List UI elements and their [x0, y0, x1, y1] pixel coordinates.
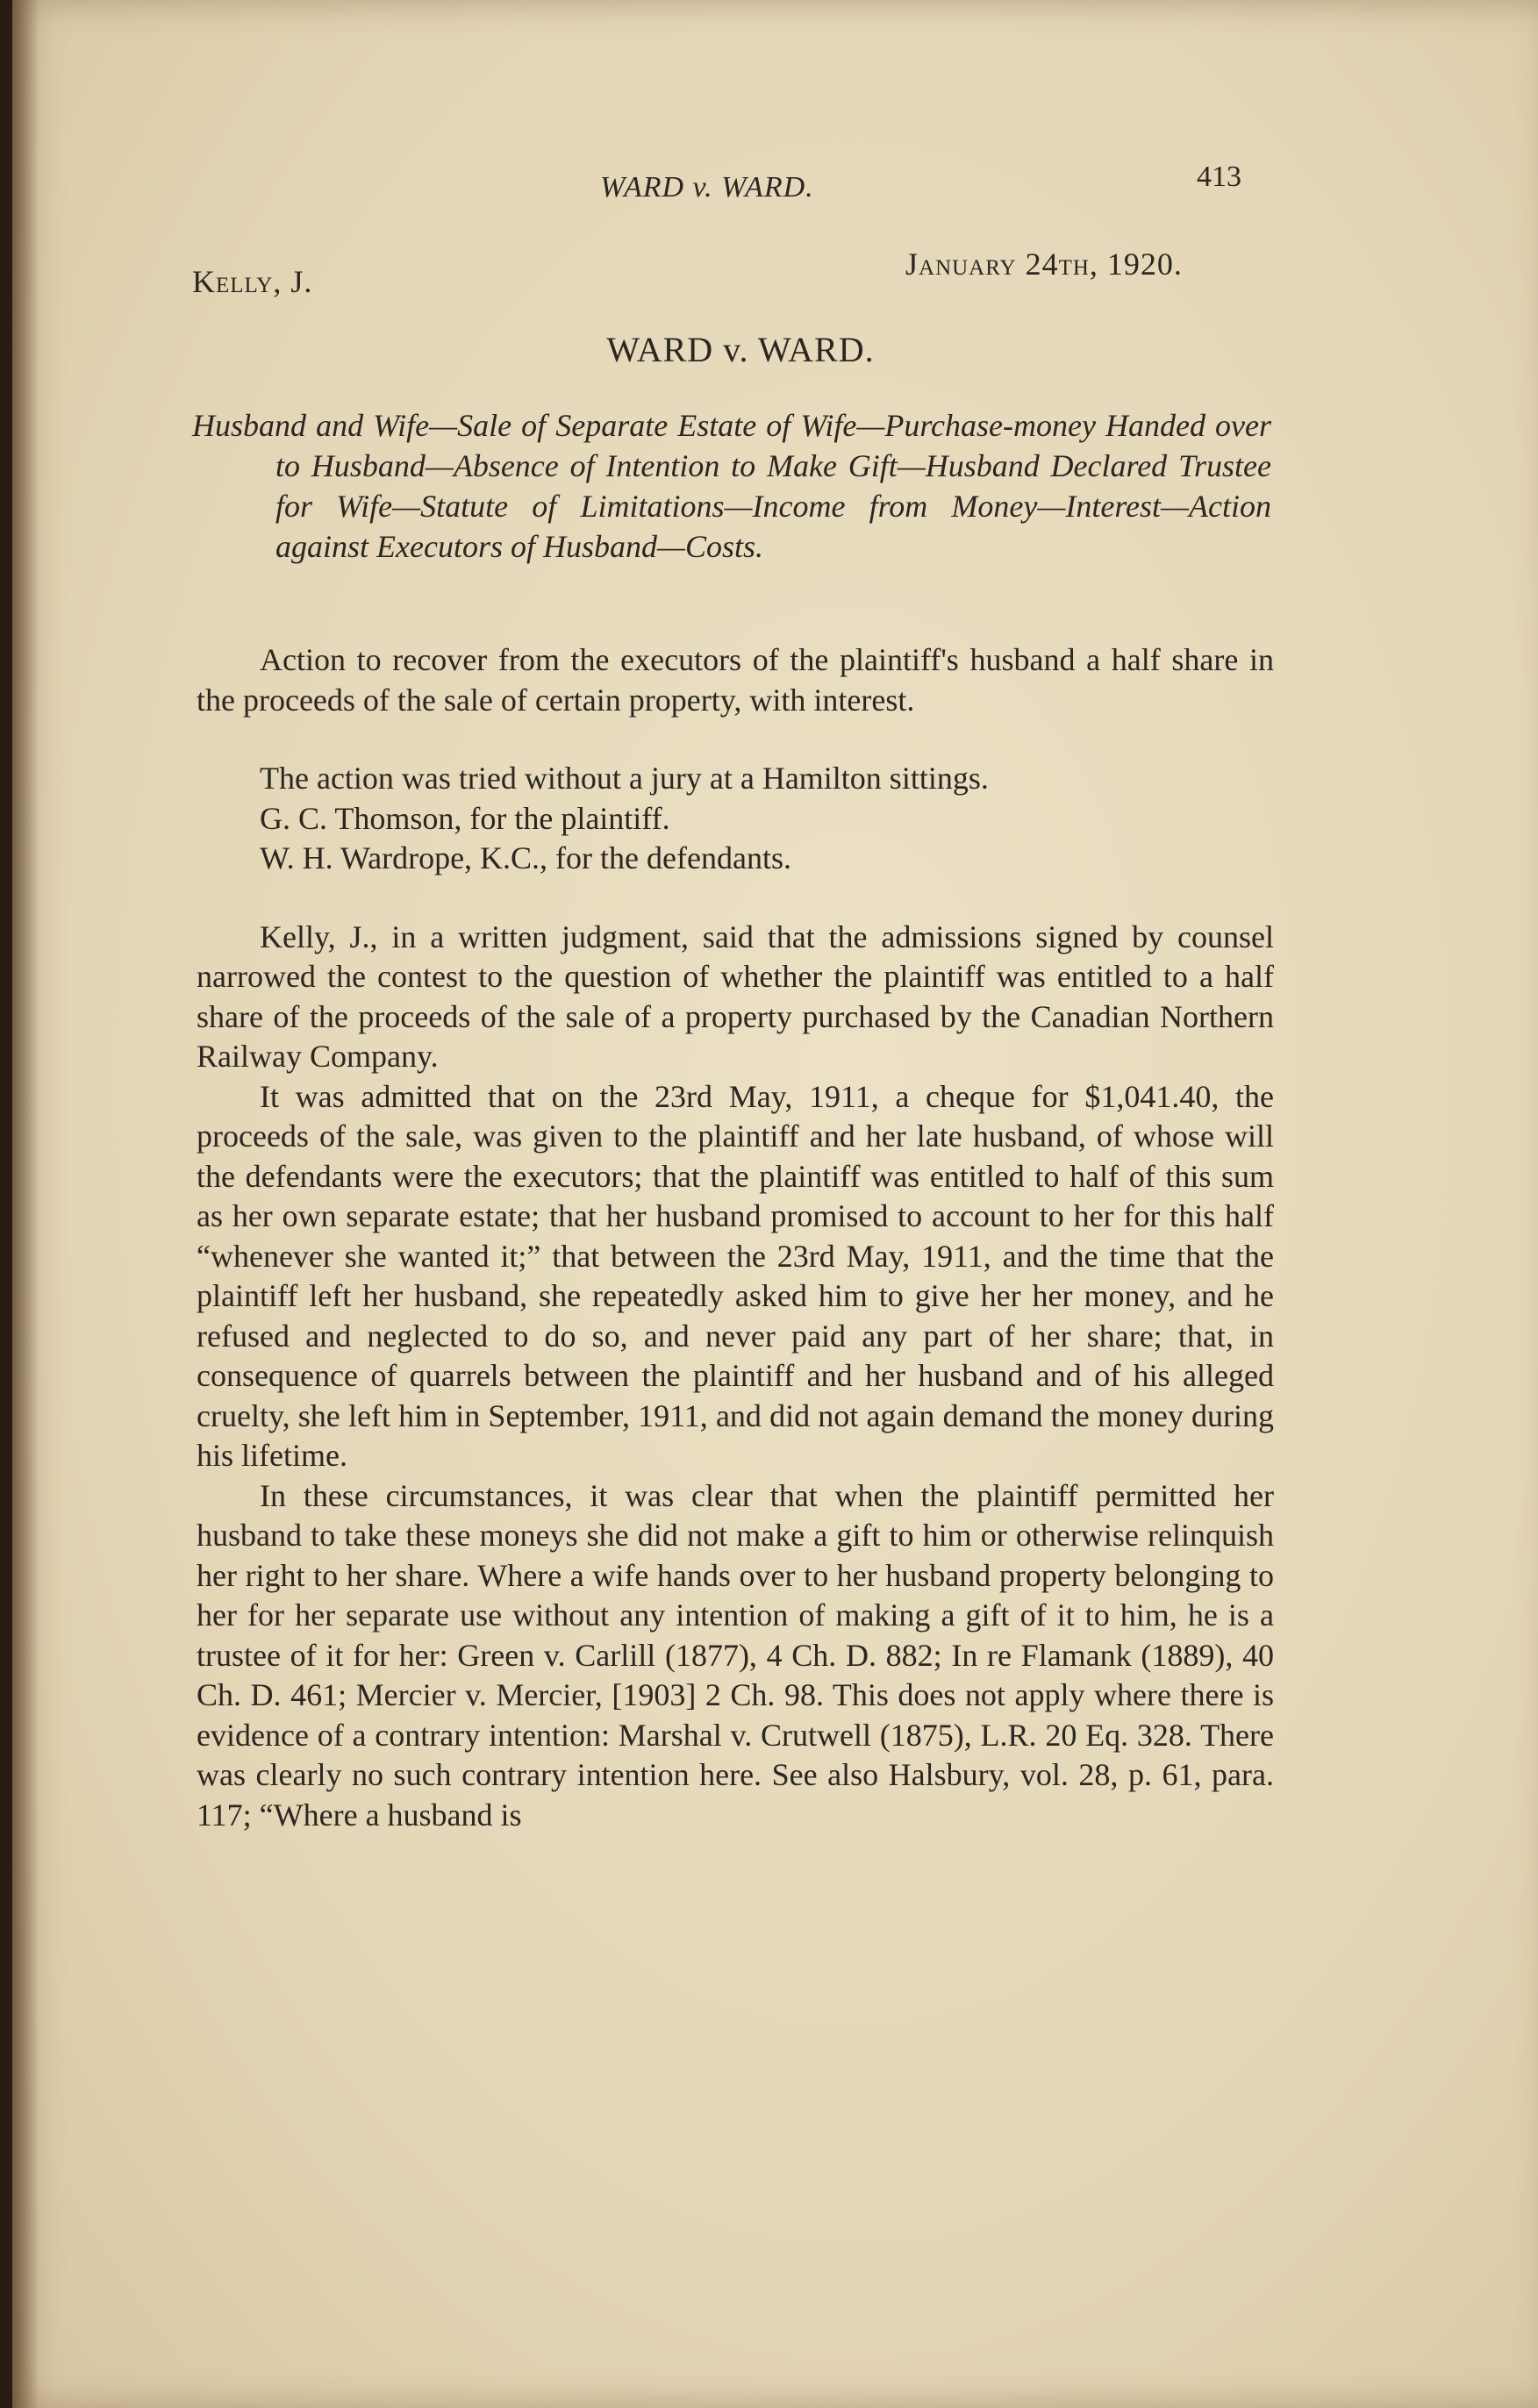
paragraph-trial: The action was tried without a jury at a Hamilton sittings. [260, 761, 989, 796]
paragraph-counsel-plaintiff: G. C. Thomson, for the plaintiff. [260, 800, 670, 836]
page-number: 413 [1197, 161, 1241, 193]
paragraph-admissions: It was admitted that on the 23rd May, 1911, a cheque for $1,041.40, the proceeds of the sale, was given to the plaintiff and her late husband, of whose will the defendants were the executors; that the plaintiff was entitled to half of this sum as her own separate estate; that her husband promised to account to her for this half “whenever she wanted it;” that between the 23rd May, 1911, and the time that the plaintiff left her husband, she repeatedly asked him to give her her money, and he refused and neglected to do so, and never paid any part of her share; that, in consequence of quarrels between the plaintiff and her husband and of his alleged cruelty, she left him in September, 1911, and did not again demand the money during his lifetime. [197, 1078, 1274, 1473]
running-header: WARD v. WARD. [600, 171, 814, 204]
book-page [12, 0, 1538, 2408]
paragraph-counsel-defendants: W. H. Wardrope, K.C., for the defendants. [260, 840, 791, 875]
headnote: Husband and Wife—Sale of Separate Estate of Wife—Purchase-money Handed over to Husband—Absence of Intention to Make Gift—Husband Declared Trustee for Wife—Statute of Limitations—Income from Money—Interest—Action against Executors of Husband—Costs. [192, 408, 1271, 564]
paragraph-intro: Action to recover from the executors of the plaintiff's husband a half share in the proceeds of the sale of certain property, with interest. [197, 642, 1274, 718]
judge-name: Kelly, J. [192, 264, 313, 299]
paragraph-judgment: Kelly, J., in a written judgment, said that the admissions signed by counsel narrowed the contest to the question of whether the plaintiff was entitled to a half share of the proceeds of the sale of a property purchased by the Canadian Northern Railway Company. [197, 918, 1274, 1074]
body-text [197, 640, 1274, 1835]
judgment-date: January 24th, 1920. [905, 247, 1183, 282]
case-title: WARD v. WARD. [606, 330, 875, 369]
paragraph-reasoning: In these circumstances, it was clear that when the plaintiff permitted her husband to take these moneys she did not make a gift to him or otherwise relinquish her right to her share. Where a wife hands over to her husband property belonging to her for her separate use without any intention of making a gift of it to him, he is a trustee of it for her: Green v. Carlill (1877), 4 Ch. D. 882; In re Flamank (1889), 40 Ch. D. 461; Mercier v. Mercier, [1903] 2 Ch. 98. This does not apply where there is evidence of a contrary intention: Marshal v. Crutwell (1875), L.R. 20 Eq. 328. There was clearly no such contrary intention here. See also Halsbury, vol. 28, p. 61, para. 117; “Where a husband is [197, 1477, 1274, 1833]
